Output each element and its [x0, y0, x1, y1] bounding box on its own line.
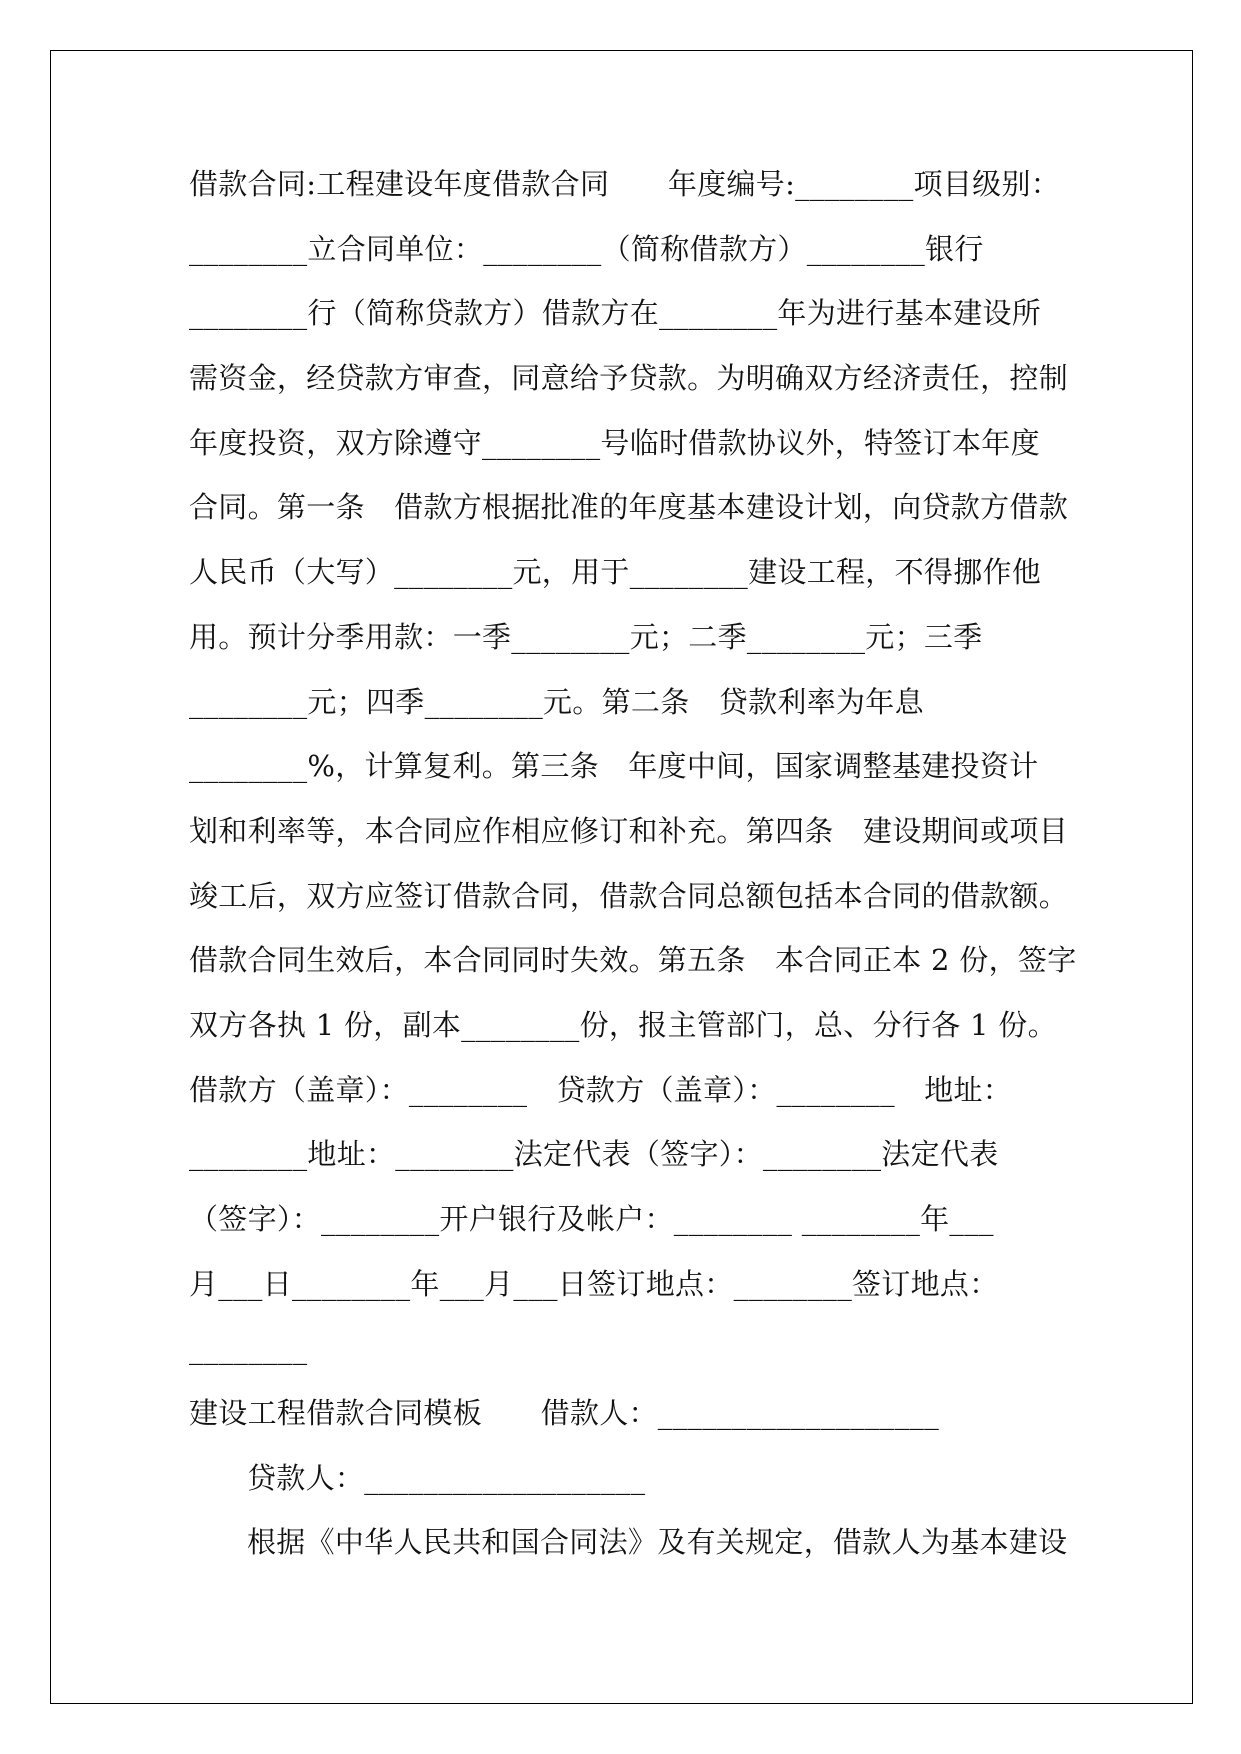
text-line: ________行（简称贷款方）借款方在________年为进行基本建设所 — [189, 296, 1042, 331]
text-line: 借款合同生效后，本合同同时失效。第五条 本合同正本 2 份，签字 — [189, 943, 1077, 978]
text-line: 合同。第一条 借款方根据批准的年度基本建设计划，向贷款方借款 — [189, 490, 1069, 525]
paragraph-line: 根据《中华人民共和国合同法》及有关规定，借款人为基本建设 — [247, 1525, 1068, 1560]
text-line: ________%，计算复利。第三条 年度中间，国家调整基建投资计 — [189, 749, 1039, 784]
text-line: （签字）：________开户银行及帐户：________ ________年___ — [189, 1202, 994, 1236]
text-line: 需资金，经贷款方审查，同意给予贷款。为明确双方经济责任，控制 — [189, 361, 1069, 396]
lender-line: 贷款人：___________________ — [247, 1460, 646, 1495]
section-heading-line: 建设工程借款合同模板 借款人：___________________ — [189, 1396, 940, 1431]
text-line: 用。预计分季用款：一季________元；二季________元；三季 — [189, 619, 983, 654]
text-line: ________元；四季________元。第二条 贷款利率为年息 — [189, 684, 924, 719]
text-line: 年度投资，双方除遵守________号临时借款协议外，特签订本年度 — [189, 425, 1040, 460]
text-line: ________ — [189, 1331, 308, 1366]
document-body — [189, 152, 1079, 1575]
text-line: 月___日________年___月___日签订地点：________签订地点： — [189, 1266, 999, 1301]
text-line: 划和利率等，本合同应作相应修订和补充。第四条 建设期间或项目 — [189, 813, 1069, 848]
text-line: 竣工后，双方应签订借款合同，借款合同总额包括本合同的借款额。 — [189, 878, 1069, 913]
text-line: ________立合同单位：________（简称借款方）________银行 — [189, 231, 984, 266]
text-line: ________地址：________法定代表（签字）：________法定代表 — [189, 1137, 999, 1172]
text-line: 借款合同:工程建设年度借款合同 年度编号:________项目级别： — [189, 167, 1061, 201]
text-line: 双方各执 1 份，副本________份，报主管部门，总、分行各 1 份。 — [189, 1007, 1057, 1042]
text-line: 借款方（盖章）：________ 贷款方（盖章）：________ 地址： — [189, 1072, 1013, 1107]
text-line: 人民币（大写）________元，用于________建设工程，不得挪作他 — [189, 555, 1042, 590]
